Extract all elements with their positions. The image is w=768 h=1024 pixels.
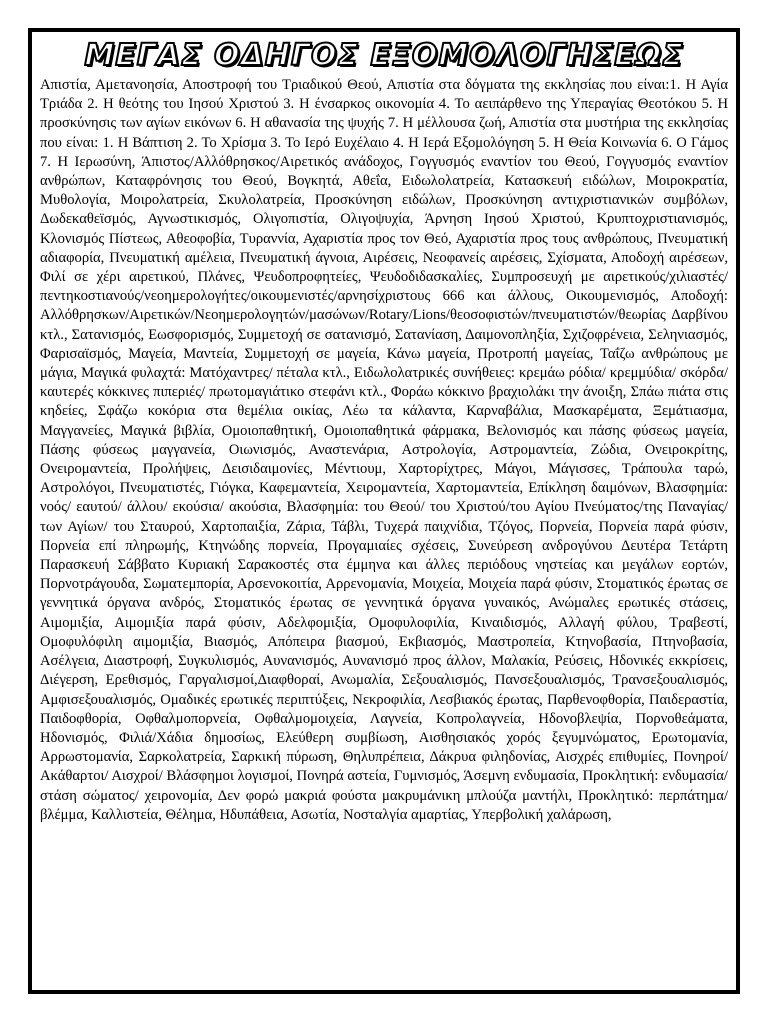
document-title: ΜΕΓΑΣ ΟΔΗΓΟΣ ΕΞΟΜΟΛΟΓΗΣΕΩΣ [84,38,684,73]
document-body: Απιστία, Αμετανοησία, Αποστροφή του Τριαδικού Θεού, Απιστία στα δόγματα της εκκλησίας που είναι:1. Η Αγία Τριάδα 2. Η θεότης του Ιησού Χριστού 3. Η ένσαρκος οικονομία 4. Το αειπάρθενο της Υπεραγίας Θεοτόκου 5. Η προσκύνησις των αγίων εικόνων 6. Η αθανασία της ψυχής 7. Η μέλλουσα ζωή, Απιστία στα μυστήρια της εκκλησίας που είναι: 1. Η Βάπτιση 2. Το Χρίσμα 3. Το Ιερό Ευχέλαιο 4. Η Ιερά Εξομολόγηση 5. Η Θεία Κοινωνία 6. Ο Γάμος 7. Η Ιερωσύνη, Άπιστος/Αλλόθρησκος/Αιρετικός ανάδοχος, Γογγυσμός εναντίον του Θεού, Γογγυσμός εναντίον ανθρώπων, Καταφρόνησις του Θεού, Βογκητά, Αθεΐα, Ειδωλολατρεία, Κατασκευή ειδώλων, Μοιροκρατία, Μυθολογία, Μοιρολατρεία, Σκυλολατρεία, Προσκύνηση ειδώλων, Προσκύνηση αντιχριστιανικών συμβόλων, Δωδεκαθεϊσμός, Αγνωστικισμός, Ολιγοπιστία, Ολιγοψυχία, Άρνηση Ιησού Χριστού, Κρυπτοχριστιανισμός, Κλονισμός Πίστεως, Αθεοφοβία, Τυραννία, Αχαριστία προς τον Θεό, Αχαριστία προς τους ανθρώπους, Πνευματική αδιαφορία, Πνευματική αμέλεια, Πνευματική άγνοια, Αιρέσεις, Νεοφανείς αιρέσεις, Σχίσματα, Αποδοχή αιρέσεων, Φιλί σε χέρι αιρετικού, Πλάνες, Ψευδοπροφητείες, Ψευδοδιδασκαλίες, Συμπροσευχή με αιρετικούς/χιλιαστές/πεντηκοστιανούς/νεοημερολογήτες/οικουμενιστές/αρνησίχριστους 666 και άλλους, Οικουμενισμός, Αποδοχή: Αλλόθρησκων/Αιρετικών/Νεοημερολογητών/μασώνων/Rotary/Lions/θεοσοφιστών/πνευματιστών/θεωρίας Δαρβίνου κτλ., Σατανισμός, Εωσφορισμός, Συμμετοχή σε σατανισμό, Σατανίαση, Δαιμονοπληξία, Σχιζοφρένεια, Σεληνιασμός, Φαρισαϊσμός, Μαγεία, Μαντεία, Συμμετοχή σε μαγεία, Κάνω μαγεία, Προτροπή μαγείας, Ταΐζω ανθρώπους με μάγια, Μαγικά φυλαχτά: Ματόχαντρες/ πέταλα κτλ., Ειδωλολατρικές συνήθειες: κρεμάω ρόδια/ κρεμμύδια/ σκόρδα/ καυτερές κόκκινες πιπεριές/ πρωτομαγιάτικο στεφάνι κτλ., Φοράω κόκκινο βραχιολάκι την άνοιξη, Σπάω πιάτα στις κηδείες, Σφάζω κοκόρια στα θεμέλια οικίας, Λέω τα κάλαντα, Καρναβάλια, Μασκαρέματα, Ξεμάτιασμα, Μαγγανείες, Μαγικά βιβλία, Ομοιοπαθητική, Ομοιοπαθητικά φάρμακα, Βελονισμός και πάσης φύσεως μαγεία, Πάσης φύσεως μαγγανεία, Οιωνισμός, Αναστενάρια, Αστρολογία, Αστρομαντεία, Ζώδια, Ονειροκρίτης, Ονειρομαντεία, Προλήψεις, Δεισιδαιμονίες, Μέντιουμ, Χαρτορίχτρες, Μάγοι, Μάγισσες, Τράπουλα ταρώ, Αστρολόγοι, Πνευματιστές, Γιόγκα, Καφεμαντεία, Χειρομαντεία, Χαρτομαντεία, Επίκληση δαιμόνων, Βλασφημία: νοός/ εαυτού/ άλλου/ εκούσια/ ακούσια, Βλασφημία: του Θεού/ του Χριστού/του Αγίου Πνεύματος/της Παναγίας/ των Αγίων/ του Σταυρού, Χαρτοπαιξία, Ζάρια, Τάβλι, Τυχερά παιχνίδια, Τζόγος, Πορνεία, Πορνεία παρά φύσιν, Πορνεία επί πληρωμής, Κτηνώδης πορνεία, Προγαμιαίες σχέσεις, Συνεύρεση ανδρογύνου Δευτέρα Τετάρτη Παρασκευή Σάββατο Κυριακή Σαρακοστές στα έμμηνα και άλλες περιόδους νηστείας και μεγάλων εορτών, Πορνοτράγουδα, Σωματεμπορία, Αρσενοκοιτία, Αρρενομανία, Μοιχεία, Μοιχεία παρά φύσιν, Στοματικός έρωτας σε γεννητικά όργανα ανδρός, Στοματικός έρωτας σε γεννητικά όργανα γυναικός, Ανώμαλες ερωτικές στάσεις, Αιμομιξία, Αιμομιξία παρά φύσιν, Αδελφομιξία, Ομοφυλοφιλία, Κιναιδισμός, Αλλαγή φύλου, Τραβεστί, Ομοφυλόφιλη αιμομιξία, Βιασμός, Απόπειρα βιασμού, Εκβιασμός, Μαστροπεία, Κτηνοβασία, Πτηνοβασία, Ασέλγεια, Διαστροφή, Συγκυλισμός, Αυνανισμός, Αυνανισμό προς άλλον, Μαλακία, Ρεύσεις, Ηδονικές εκκρίσεις, Διέγερση, Ερεθισμός, Γαργαλισμοί,Διαφθοραί, Ανωμαλία, Σεξουαλισμός, Πανσεξουαλισμός, Τρανσεξουαλισμός, Αμφισεξουαλισμός, Ομαδικές ερωτικές περιπτύξεις, Νεκροφιλία, Λεσβιακός έρωτας, Παρθενοφθορία, Παιδεραστία, Παιδοφθορία, Οφθαλμοπορνεία, Οφθαλμομοιχεία, Λαγνεία, Κοπρολαγνεία, Ηδονοβλεψία, Πορνοθεάματα, Ηδονισμός, Φιλιά/Χάδια δημοσίως, Ελεύθερη συμβίωση, Αισθησιακός χορός ξεγυμνώματος, Ερωτομανία, Αρρωστομανία, Σαρκολατρεία, Σαρκική πύρωση, Θηλυπρέπεια, Δάκρυα φιληδονίας, Αισχρές επιθυμίες, Πονηροί/ Ακάθαρτοι/ Αισχροί/ Βλάσφημοι λογισμοί, Πονηρά αστεία, Γυμνισμός, Άσεμνη ενδυμασία, Προκλητική: ενδυμασία/ στάση σώματος/ χειρονομία, Δεν φορώ μακριά φούστα μακρυμάνικη μπλούζα μαντήλι, Προκλητικό: περπάτημα/ βλέμμα, Καλλιστεία, Θέλημα, Ηδυπάθεια, Ασωτία, Νοσταλγία αμαρτίας, Υπερβολική χαλάρωση, [40,77,728,823]
document-page [28,28,740,994]
